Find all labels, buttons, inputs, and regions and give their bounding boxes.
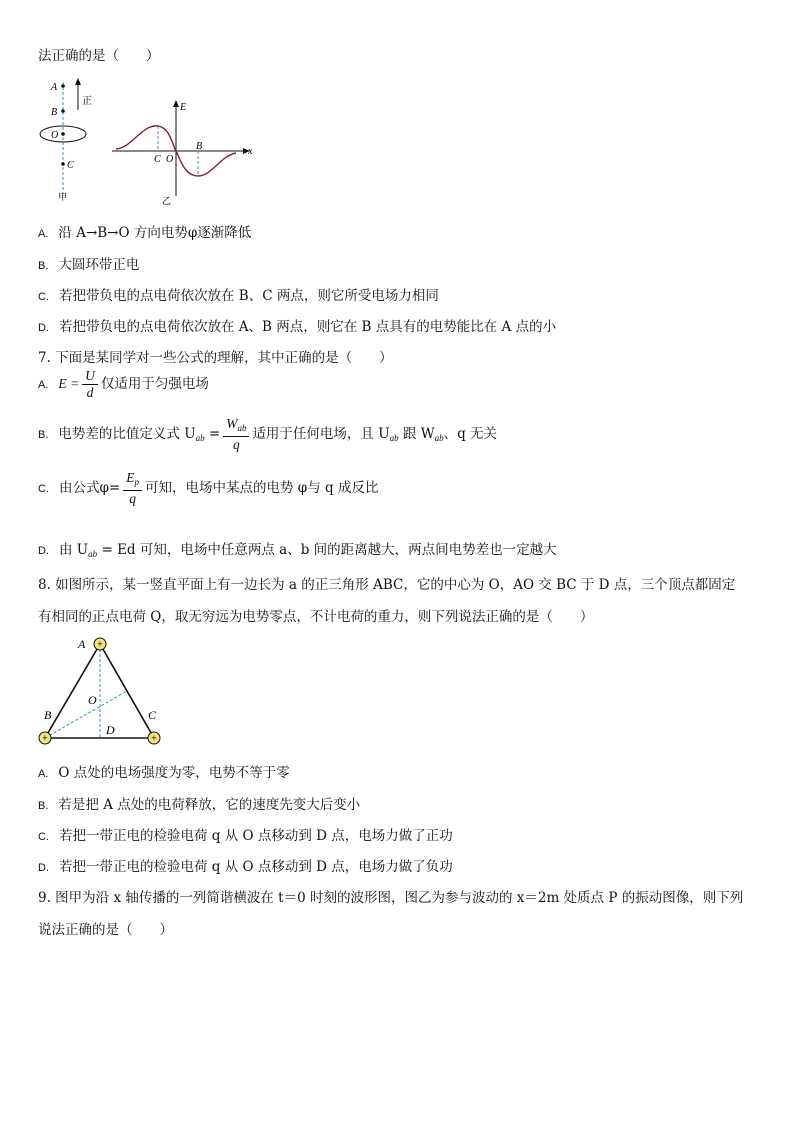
charge-a: [94, 638, 106, 651]
fraction: $\frac{E_p}{q}$: [123, 470, 142, 507]
q8-option-a[interactable]: A. O 点处的电场强度为零，电势不等于零: [38, 765, 290, 781]
q7-option-b[interactable]: B. 电势差的比值定义式 $U_{ab}$ = $\frac{W_{ab}}{q}$ 适用于任何电场，且 $U_{ab}$ 跟 $W_{ab}$、q 无关: [38, 416, 498, 452]
jia-label-a: A: [51, 82, 58, 93]
q8-stem-line2: 有相同的正点电荷 Q，取无穷远为电势零点，不计电荷的重力，则下列说法正确的是（ ）: [38, 609, 594, 625]
figure-triangle: [36, 632, 166, 750]
yi-label-b: B: [196, 141, 203, 152]
charge-c: [148, 732, 160, 745]
figure-jia: [36, 76, 96, 206]
q8-stem-line1: 8. 如图所示，某一竖直平面上有一边长为 a 的正三角形 ABC，它的中心为 O，AO 交 BC 于 D 点，三个顶点都固定: [38, 577, 736, 593]
tri-label-c: C: [148, 708, 157, 722]
tri-label-a: A: [78, 637, 86, 651]
fraction: $\frac{U}{d}$: [82, 368, 98, 401]
svg-text:+: +: [97, 639, 103, 651]
jia-caption: 甲: [58, 192, 68, 202]
q7-stem: 7. 下面是某同学对一些公式的理解，其中正确的是（ ）: [38, 350, 393, 366]
q6-option-d[interactable]: D. 若把带负电的点电荷依次放在 A、B 两点，则它在 B 点具有的电势能比在 A 点的小: [38, 319, 557, 335]
fraction: $\frac{W_{ab}}{q}$: [223, 416, 249, 453]
q8-option-c[interactable]: C. 若把一带正电的检验电荷 q 从 O 点移动到 D 点，电场力做了正功: [38, 828, 453, 844]
q7-option-c[interactable]: C. 由公式φ= $\frac{E_p}{q}$ 可知，电场中某点的电势 φ与 q 成反比: [38, 470, 379, 506]
q8-option-d[interactable]: D. 若把一带正电的检验电荷 q 从 O 点移动到 D 点，电场力做了负功: [38, 859, 453, 875]
yi-label-x: x: [248, 146, 253, 157]
figure-yi: [112, 96, 258, 208]
jia-label-b: B: [51, 107, 58, 118]
q9-stem-line1: 9. 图甲为沿 x 轴传播的一列简谐横波在 t＝0 时刻的波形图，图乙为参与波动的 x＝2m 处质点 P 的振动图像，则下列: [38, 890, 744, 906]
q9-stem-line2: 说法正确的是（ ）: [38, 922, 173, 938]
q6-option-a[interactable]: A. 沿 A→B→O 方向电势φ逐渐降低: [38, 225, 252, 241]
svg-text:+: +: [42, 733, 48, 745]
tri-label-b: B: [44, 708, 52, 722]
jia-label-o: O: [51, 130, 59, 141]
q7-option-a[interactable]: A. E = $\frac{U}{d}$ 仅适用于匀强电场: [38, 368, 209, 400]
jia-label-c: C: [67, 160, 74, 171]
yi-label-o: O: [166, 154, 174, 165]
q6-option-b[interactable]: B. 大圆环带正电: [38, 257, 140, 273]
q6-stem-tail: 法正确的是（ ）: [38, 48, 160, 64]
jia-arrow-label: 正: [82, 96, 92, 107]
tri-label-o: O: [88, 693, 97, 707]
q7-option-d[interactable]: D. 由 $U_{ab} = Ed$ 可知，电场中任意两点 a、b 间的距离越大，两点间电势差也一定越大: [38, 542, 557, 559]
tri-label-d: D: [106, 723, 115, 737]
q8-option-b[interactable]: B. 若是把 A 点处的电荷释放，它的速度先变大后变小: [38, 797, 361, 813]
yi-caption: 乙: [162, 196, 172, 206]
svg-text:+: +: [151, 733, 157, 745]
charge-b: [39, 732, 51, 745]
q6-option-c[interactable]: C. 若把带负电的点电荷依次放在 B、C 两点，则它所受电场力相同: [38, 288, 439, 304]
yi-label-e: E: [180, 102, 187, 113]
yi-label-c: C: [154, 154, 161, 165]
